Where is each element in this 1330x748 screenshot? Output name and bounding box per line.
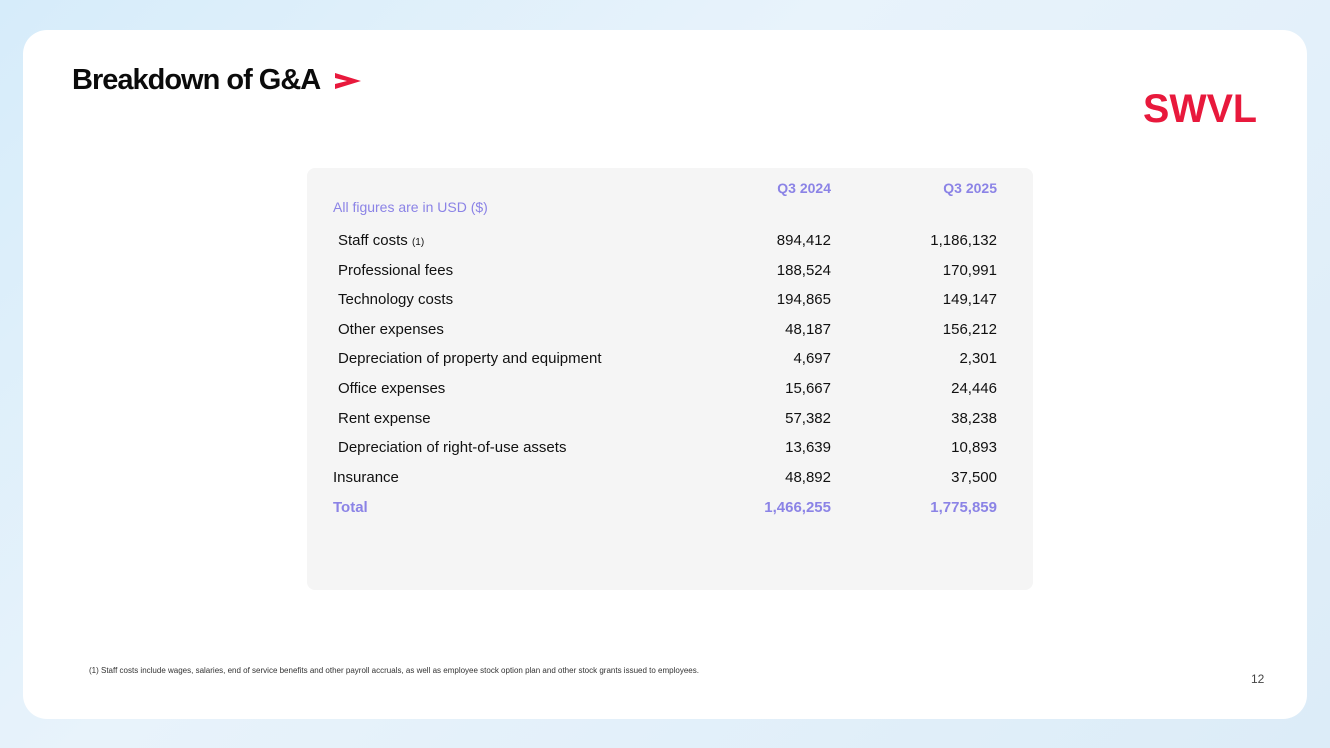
table-row bbox=[307, 380, 1033, 404]
table-row bbox=[307, 232, 1033, 256]
total-q3-2025: 1,775,859 bbox=[930, 499, 997, 516]
table-row bbox=[307, 410, 1033, 434]
table-row bbox=[307, 291, 1033, 315]
table-row bbox=[307, 469, 1033, 493]
table-row bbox=[307, 262, 1033, 286]
row-label: Depreciation of right-of-use assets bbox=[338, 439, 567, 456]
row-label: Other expenses bbox=[338, 321, 444, 338]
value-q3-2024: 15,667 bbox=[785, 380, 831, 397]
total-label: Total bbox=[333, 499, 368, 516]
row-label: Professional fees bbox=[338, 262, 454, 279]
chevron-right-icon bbox=[333, 70, 363, 92]
value-q3-2025: 170,991 bbox=[942, 262, 997, 279]
svg-text:SWVL: SWVL bbox=[1143, 90, 1257, 126]
total-q3-2024: 1,466,255 bbox=[764, 499, 831, 516]
column-header-q3-2024: Q3 2024 bbox=[777, 180, 831, 196]
value-q3-2024: 4,697 bbox=[793, 350, 831, 367]
row-label: Staff costs (1) bbox=[338, 232, 425, 249]
slide-card bbox=[23, 30, 1307, 719]
page-title: Breakdown of G&A bbox=[72, 64, 321, 96]
value-q3-2025: 37,500 bbox=[951, 469, 997, 486]
value-q3-2025: 24,446 bbox=[951, 380, 997, 397]
row-label: Technology costs bbox=[338, 291, 454, 308]
table-row bbox=[307, 321, 1033, 345]
value-q3-2025: 1,186,132 bbox=[930, 232, 997, 249]
column-header-q3-2025: Q3 2025 bbox=[943, 180, 997, 196]
row-label: Depreciation of property and equipment bbox=[338, 350, 602, 367]
row-label: Office expenses bbox=[338, 380, 446, 397]
value-q3-2025: 149,147 bbox=[942, 291, 997, 308]
total-row bbox=[307, 499, 1033, 523]
value-q3-2025: 2,301 bbox=[959, 350, 997, 367]
row-label: Insurance bbox=[333, 469, 399, 486]
units-note: All figures are in USD ($) bbox=[333, 199, 488, 215]
swvl-logo bbox=[1143, 90, 1259, 126]
value-q3-2025: 38,238 bbox=[951, 410, 997, 427]
value-q3-2025: 10,893 bbox=[951, 439, 997, 456]
title-group bbox=[72, 64, 363, 97]
value-q3-2024: 48,187 bbox=[785, 321, 831, 338]
value-q3-2024: 194,865 bbox=[776, 291, 831, 308]
table-row bbox=[307, 350, 1033, 374]
footnote: (1) Staff costs include wages, salaries, end of service benefits and other payroll accruals, as well as employee stock option plan and other stock grants issued to employees. bbox=[89, 666, 699, 675]
value-q3-2025: 156,212 bbox=[942, 321, 997, 338]
footnote-ref: (1) bbox=[411, 237, 425, 248]
page-number: 12 bbox=[1251, 672, 1265, 686]
value-q3-2024: 894,412 bbox=[776, 232, 831, 249]
value-q3-2024: 13,639 bbox=[785, 439, 831, 456]
value-q3-2024: 57,382 bbox=[785, 410, 831, 427]
table-row bbox=[307, 439, 1033, 463]
value-q3-2024: 188,524 bbox=[776, 262, 831, 279]
row-label: Rent expense bbox=[338, 410, 431, 427]
ga-table bbox=[307, 168, 1033, 590]
value-q3-2024: 48,892 bbox=[785, 469, 831, 486]
